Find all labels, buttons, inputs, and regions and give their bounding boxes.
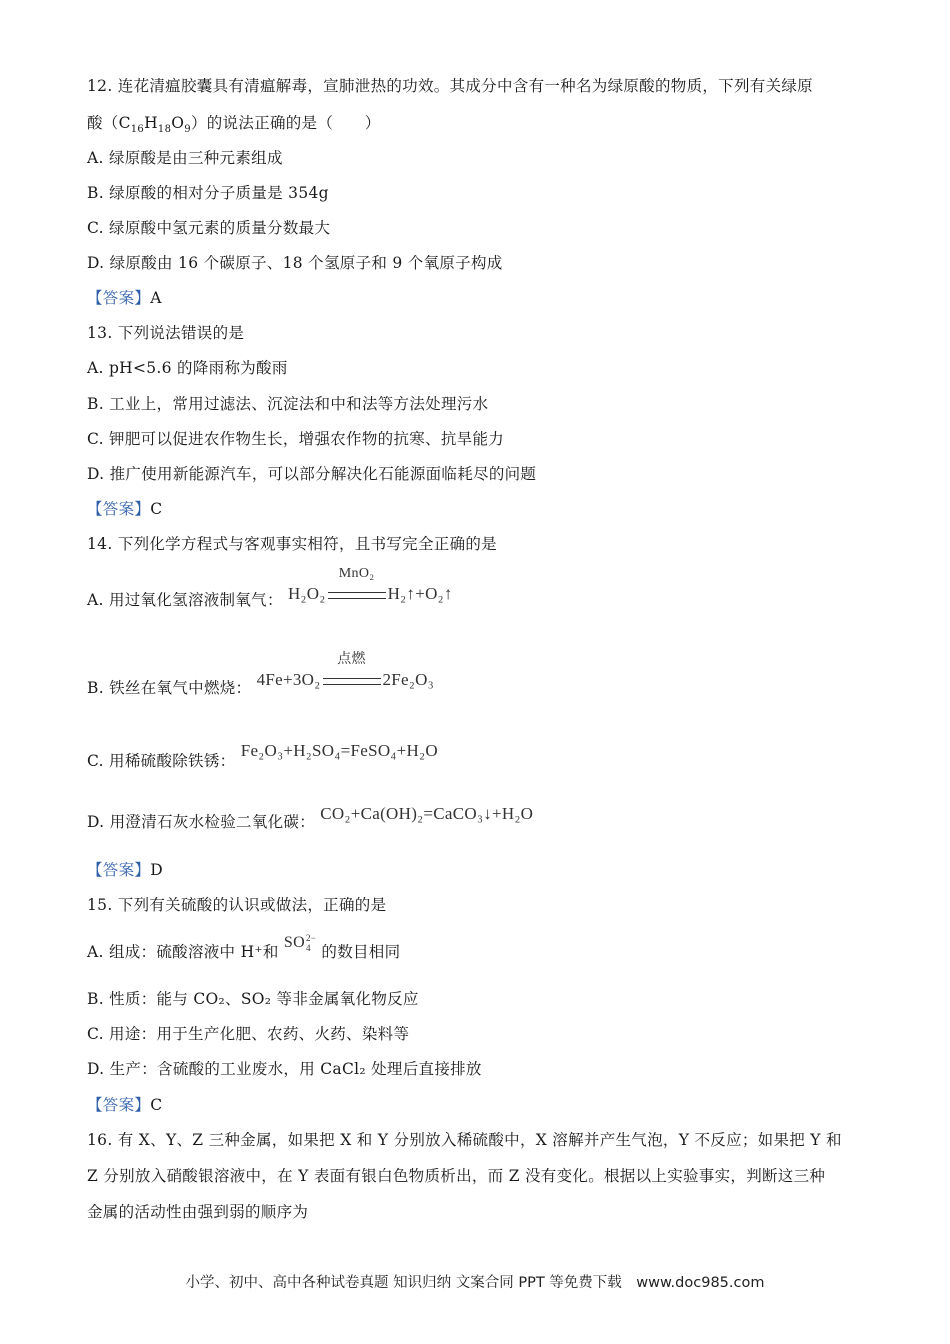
equation-rhs: 2Fe₂O₃ — [382, 670, 434, 689]
q12-formula-o-label: O — [171, 114, 185, 132]
ion-symbol: SO — [283, 934, 305, 951]
q15-option-a — [87, 933, 401, 963]
q12-formula-h-label: H — [144, 114, 158, 132]
q14-option-c — [87, 741, 438, 771]
q15-option-a-suffix: 的数目相同 — [321, 943, 401, 961]
q14-equation-d: CO₂+Ca(OH)₂=CaCO₃↓+H₂O — [320, 804, 534, 823]
ion-charge: 2− — [305, 933, 317, 943]
q14-option-b-text: B. 铁丝在氧气中燃烧： — [87, 679, 252, 697]
q14-answer — [87, 860, 163, 880]
q16-stem-line-2: Z 分别放入硝酸银溶液中，在 Y 表面有银白色物质析出，而 Z 没有变化。根据以上实验事实，判断这三种 — [87, 1167, 826, 1185]
q15-stem: 15. 下列有关硫酸的认识或做法，正确的是 — [87, 896, 387, 914]
reaction-condition: MnO₂ — [338, 566, 375, 581]
q14-stem: 14. 下列化学方程式与客观事实相符，且书写完全正确的是 — [87, 535, 497, 553]
q13-answer — [87, 499, 162, 519]
equation-lhs: 4Fe+3O₂ — [256, 670, 321, 689]
q12-stem-suffix: ）的说法正确的是（ ） — [190, 114, 381, 132]
q14-equation-b — [256, 652, 434, 690]
q15-option-a-text: A. 组成：硫酸溶液中 H⁺和 — [87, 943, 279, 961]
q13-option-d: D. 推广使用新能源汽车，可以部分解决化石能源面临耗尽的问题 — [87, 465, 537, 483]
equation-rhs: H₂↑+O₂↑ — [387, 584, 453, 603]
q14-option-b — [87, 652, 434, 698]
q16-stem-line-1: 16. 有 X、Y、Z 三种金属，如果把 X 和 Y 分别放入稀硫酸中，X 溶解并产生气泡，Y 不反应；如果把 Y 和 — [87, 1131, 842, 1149]
ion-subscript: 4 — [305, 943, 311, 953]
sulfate-ion — [284, 933, 316, 953]
reaction-condition: 点燃 — [337, 652, 366, 667]
q14-equation-a — [287, 566, 453, 604]
q14-option-a-text: A. 用过氧化氢溶液制氧气： — [87, 591, 283, 609]
q12-formula-o: 9 — [184, 124, 191, 136]
q15-option-c: C. 用途：用于生产化肥、农药、火药、染料等 — [87, 1025, 410, 1043]
answer-value: A — [150, 289, 162, 307]
q12-option-a: A. 绿原酸是由三种元素组成 — [87, 149, 283, 167]
answer-value: C — [150, 1096, 163, 1114]
page-footer: 小学、初中、高中各种试卷真题 知识归纳 文案合同 PPT 等免费下载 www.doc985.com — [185, 1275, 765, 1291]
q13-stem: 13. 下列说法错误的是 — [87, 324, 245, 342]
q12-option-b: B. 绿原酸的相对分子质量是 354g — [87, 184, 329, 202]
q15-option-d: D. 生产：含硫酸的工业废水，用 CaCl₂ 处理后直接排放 — [87, 1060, 482, 1078]
q14-option-c-text: C. 用稀硫酸除铁锈： — [87, 752, 236, 770]
q12-stem-line-1: 12. 连花清瘟胶囊具有清瘟解毒，宣肺泄热的功效。其成分中含有一种名为绿原酸的物质，下列有关绿原 — [87, 77, 813, 95]
q16-stem-line-3: 金属的活动性由强到弱的顺序为 — [87, 1203, 309, 1221]
q14-option-d-text: D. 用澄清石灰水检验二氧化碳： — [87, 813, 316, 831]
q12-formula-c: 16 — [130, 124, 145, 136]
reaction-equals-sign — [323, 678, 381, 685]
q12-formula-h: 18 — [157, 124, 172, 136]
q14-option-a — [87, 566, 453, 610]
q15-answer — [87, 1095, 162, 1115]
answer-tag: 【答案】 — [87, 500, 151, 518]
q12-stem-line-2 — [87, 113, 381, 140]
q12-stem-prefix: 酸（C — [87, 114, 131, 132]
q13-option-a: A. pH<5.6 的降雨称为酸雨 — [87, 359, 288, 377]
reaction-equals-sign — [328, 592, 386, 599]
answer-value: C — [150, 500, 163, 518]
q13-option-b: B. 工业上，常用过滤法、沉淀法和中和法等方法处理污水 — [87, 395, 489, 413]
q12-option-d: D. 绿原酸由 16 个碳原子、18 个氢原子和 9 个氧原子构成 — [87, 254, 503, 272]
q15-option-b: B. 性质：能与 CO₂、SO₂ 等非金属氧化物反应 — [87, 990, 419, 1008]
answer-tag: 【答案】 — [87, 1096, 151, 1114]
q12-option-c: C. 绿原酸中氢元素的质量分数最大 — [87, 219, 331, 237]
q12-answer — [87, 288, 162, 308]
q13-option-c: C. 钾肥可以促进农作物生长，增强农作物的抗寒、抗旱能力 — [87, 430, 505, 448]
answer-value: D — [150, 861, 163, 879]
answer-tag: 【答案】 — [87, 861, 151, 879]
answer-tag: 【答案】 — [87, 289, 151, 307]
q14-option-d — [87, 804, 534, 832]
q14-equation-c: Fe₂O₃+H₂SO₄=FeSO₄+H₂O — [240, 741, 438, 760]
equation-lhs: H₂O₂ — [287, 584, 326, 603]
